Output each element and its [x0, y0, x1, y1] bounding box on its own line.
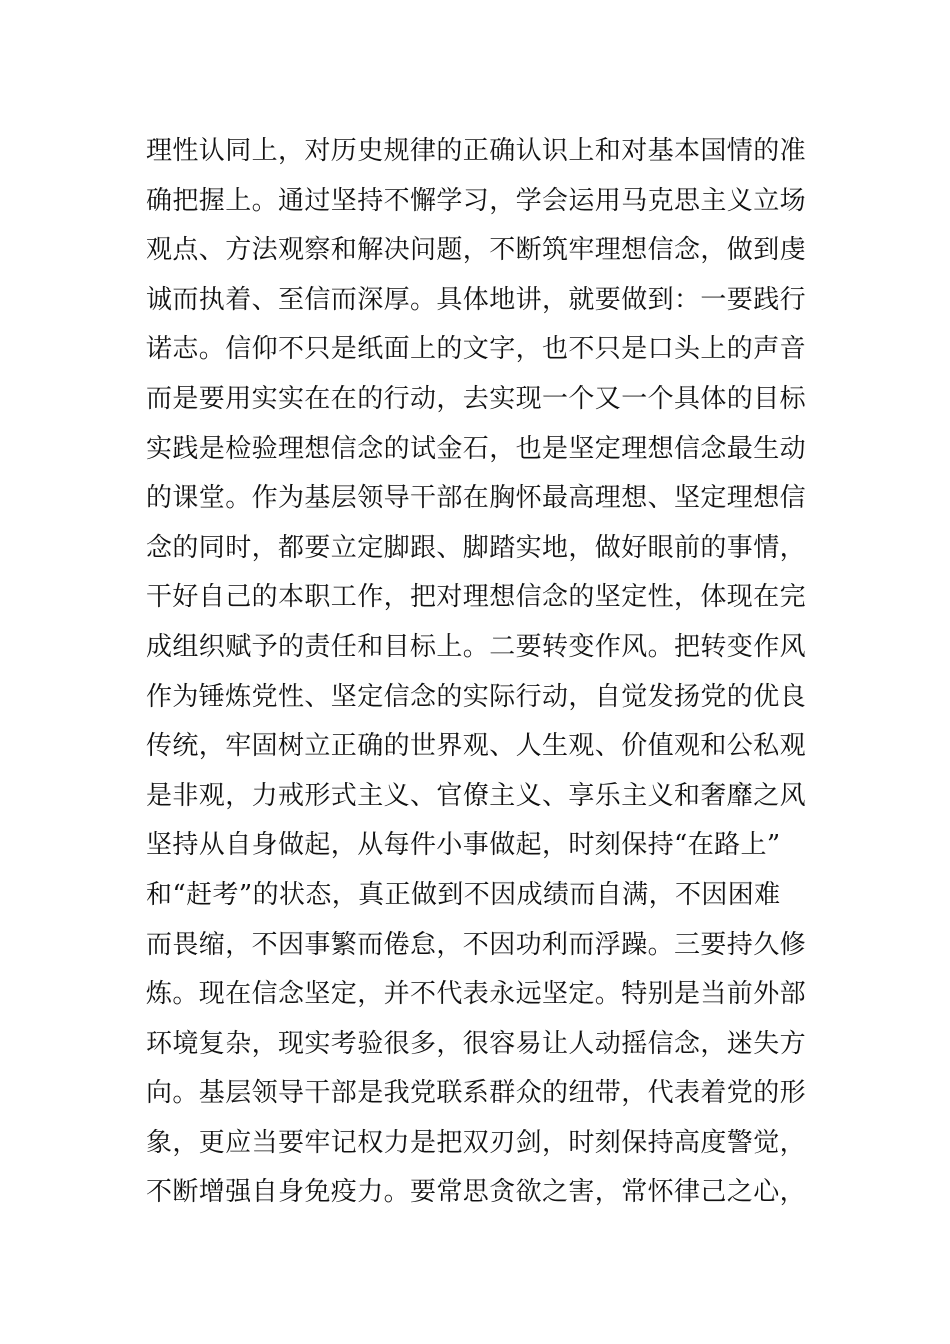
text-line: 诺志。信仰不只是纸面上的文字，也不只是口头上的声音 [146, 334, 807, 365]
text-line: 而是要用实实在在的行动，去实现一个又一个具体的目标 [146, 383, 807, 414]
text-line: 环境复杂，现实考验很多，很容易让人动摇信念，迷失方 [146, 1028, 807, 1059]
text-line: 成组织赋予的责任和目标上。二要转变作风。把转变作风 [146, 631, 807, 662]
text-line: 作为锤炼党性、坚定信念的实际行动，自觉发扬党的优良 [146, 681, 807, 712]
text-line: 干好自己的本职工作，把对理想信念的坚定性，体现在完 [146, 582, 807, 613]
text-line: 炼。现在信念坚定，并不代表永远坚定。特别是当前外部 [146, 979, 807, 1010]
text-line: 而畏缩，不因事繁而倦怠，不因功利而浮躁。三要持久修 [146, 929, 807, 960]
text-line: 向。基层领导干部是我党联系群众的纽带，代表着党的形 [146, 1078, 807, 1109]
text-line: 实践是检验理想信念的试金石，也是坚定理想信念最生动 [146, 433, 807, 464]
text-line: 理性认同上，对历史规律的正确认识上和对基本国情的准 [146, 136, 807, 166]
text-line: 诚而执着、至信而深厚。具体地讲，就要做到：一要践行 [146, 284, 807, 315]
text-line: 传统，牢固树立正确的世界观、人生观、价值观和公私观 [146, 731, 807, 762]
text-line: 象，更应当要牢记权力是把双刃剑，时刻保持高度警觉， [146, 1127, 807, 1158]
text-line: 念的同时，都要立定脚跟、脚踏实地，做好眼前的事情， [146, 532, 807, 563]
text-line: 的课堂。作为基层领导干部在胸怀最高理想、坚定理想信 [146, 483, 807, 514]
body-paragraph [146, 127, 816, 1218]
text-line: 坚持从自身做起，从每件小事做起，时刻保持“在路上” [146, 830, 781, 861]
text-line: 不断增强自身免疫力。要常思贪欲之害，常怀律己之心， [146, 1177, 807, 1208]
text-line: 观点、方法观察和解决问题，不断筑牢理想信念，做到虔 [146, 235, 807, 266]
text-line: 是非观，力戒形式主义、官僚主义、享乐主义和奢靡之风 [146, 780, 807, 811]
text-line: 和“赶考”的状态，真正做到不因成绩而自满，不因困难 [146, 879, 781, 910]
text-line: 确把握上。通过坚持不懈学习，学会运用马克思主义立场 [146, 185, 807, 216]
